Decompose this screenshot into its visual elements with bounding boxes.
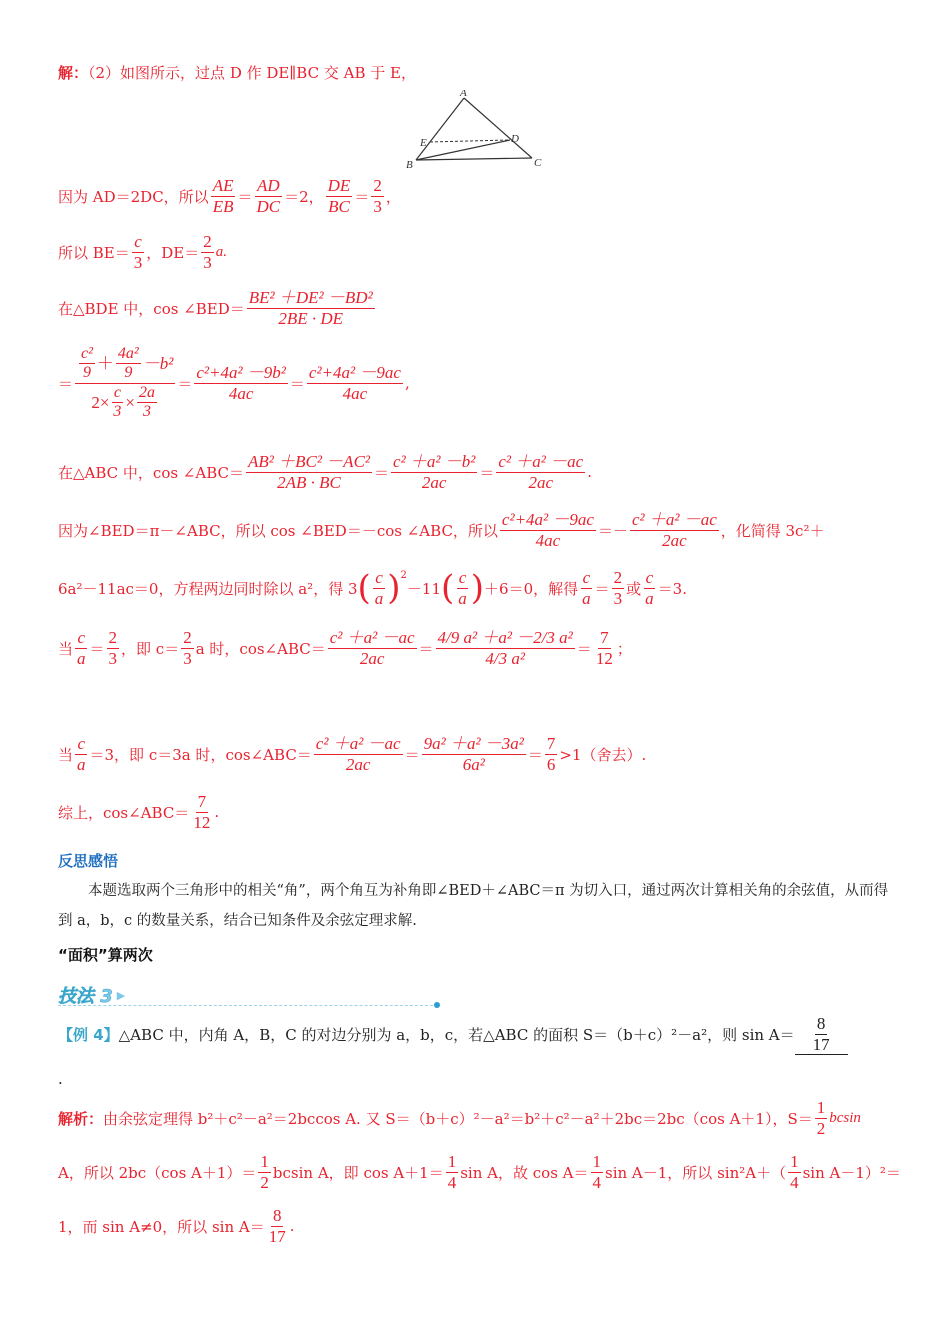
text: ＝	[404, 745, 420, 764]
chevron-right-icon: ▶	[116, 988, 126, 1002]
frac-num: AE	[212, 176, 234, 195]
solution-intro	[58, 66, 890, 81]
frac-den: DC	[256, 196, 281, 216]
text: ＝	[58, 374, 74, 393]
frac-den: 17	[812, 1034, 830, 1054]
text: 或	[626, 579, 642, 598]
frac-den: 2BE · DE	[278, 308, 344, 328]
frac-num: c²+4a² －9b²	[196, 363, 286, 383]
frac-num: c²+4a² －9ac	[308, 363, 401, 383]
text: .	[214, 803, 220, 822]
frac-den: 4	[447, 1172, 457, 1192]
solution-label: 解：	[58, 64, 89, 82]
text: ＝3，即 c＝3a 时，cos∠ABC＝	[89, 745, 312, 764]
text: －11	[406, 579, 442, 598]
example-tag: 【例 4】	[58, 1026, 119, 1045]
text: 2×	[91, 392, 110, 412]
triangle-figure	[400, 90, 550, 170]
frac-num: 7	[600, 628, 609, 647]
example-text: △ABC 中，内角 A，B，C 的对边分别为 a，b，c，若△ABC 的面积 S＝（b＋c）²－a²，则 sin A＝	[118, 1026, 795, 1045]
text: ＝	[479, 463, 495, 482]
text: a 时，cos∠ABC＝	[195, 639, 326, 658]
text: >1（舍去）.	[559, 745, 647, 764]
frac-num: c²+4a² －9ac	[501, 510, 594, 529]
solution-line-2	[58, 232, 227, 272]
text: ＝	[418, 639, 434, 658]
frac-den: 2ac	[359, 648, 385, 668]
frac-den: 12	[595, 648, 613, 668]
text: 综上，cos∠ABC＝	[58, 803, 190, 822]
frac-num: 1	[592, 1152, 601, 1171]
figure-label-e: E	[420, 137, 427, 149]
frac-num: c	[645, 568, 654, 587]
answer-blank	[795, 1014, 848, 1055]
frac-den: EB	[212, 196, 234, 216]
text: 当	[58, 639, 74, 658]
frac-den: 12	[193, 812, 211, 832]
frac-den: 3	[203, 252, 212, 272]
solution-line-4	[58, 345, 410, 422]
text: 6a²－11ac＝0，方程两边同时除以 a²，得 3	[58, 579, 358, 598]
frac-num: 2	[203, 232, 212, 251]
text: ＝－	[597, 521, 628, 540]
frac-num: c² ＋a² －ac	[631, 510, 717, 529]
frac-num: c² ＋a² －ac	[315, 734, 401, 753]
figure-label-c: C	[534, 157, 542, 169]
frac-num: 4/9 a² ＋a² －2/3 a²	[437, 628, 573, 647]
frac-num: c	[458, 568, 467, 587]
frac-num: 9a² ＋a² －3a²	[423, 734, 524, 753]
text: 在△ABC 中，cos ∠ABC＝	[58, 463, 244, 482]
frac-den: 3	[613, 588, 623, 608]
analysis-label: 解析：	[58, 1109, 104, 1128]
frac-num: 4a²	[116, 345, 141, 364]
frac-num: c	[77, 734, 86, 753]
text: 1，而 sin A≠0，所以 sin A＝	[58, 1217, 265, 1236]
frac-den: 2	[260, 1172, 269, 1192]
text: －b²	[142, 354, 174, 374]
frac-den: 3	[143, 403, 152, 421]
frac-num: 1	[260, 1152, 269, 1171]
frac-num: c	[582, 568, 591, 587]
text: ＝	[527, 745, 543, 764]
frac-num: 2	[613, 568, 623, 587]
frac-den: 3	[183, 648, 192, 668]
text: sin A，故 cos A＝	[460, 1163, 589, 1182]
frac-num: c	[134, 232, 142, 251]
frac-den: a	[374, 588, 384, 608]
frac-den: 3	[133, 252, 143, 272]
frac-den: 3	[108, 648, 118, 668]
text: .	[587, 463, 592, 482]
solution-line-10	[58, 792, 219, 832]
frac-den: 2ac	[421, 472, 447, 492]
solution-line-8	[58, 628, 632, 668]
frac-den: a	[77, 754, 86, 774]
text: ＝3.	[657, 579, 687, 598]
frac-den: a	[77, 648, 86, 668]
frac-num: 2	[183, 628, 192, 647]
frac-den: 17	[268, 1226, 286, 1246]
solution-line-6	[58, 510, 824, 550]
frac-num: c	[77, 628, 86, 647]
frac-den: a	[458, 588, 467, 608]
text: sin A－1，所以 sin²A＋（	[605, 1163, 787, 1182]
text: ，即 c＝	[121, 639, 180, 658]
text: ＝	[177, 374, 193, 393]
frac-den: BC	[328, 196, 350, 216]
frac-num: AB² ＋BC² －AC²	[248, 452, 371, 471]
reflection-heading: 反思感悟	[58, 852, 119, 870]
frac-den: 4ac	[228, 383, 254, 403]
frac-num: c	[375, 568, 383, 587]
frac-num: 1	[447, 1152, 457, 1171]
text: ＝	[594, 579, 610, 598]
frac-den: 2AB · BC	[277, 472, 341, 492]
frac-num: 7	[546, 734, 556, 753]
solution-line-3	[58, 288, 377, 328]
paren-close: )	[387, 568, 401, 609]
frac-den: 2ac	[345, 754, 371, 774]
frac-den: 4	[790, 1172, 799, 1192]
solution-line-1	[58, 176, 401, 216]
paren-open: (	[357, 568, 371, 609]
frac-num: 8	[816, 1014, 826, 1033]
example-trail: .	[58, 1070, 63, 1088]
solution-line-9	[58, 734, 646, 774]
frac-den: 3	[113, 403, 122, 421]
text: ＝2，	[284, 187, 324, 206]
text: ；	[616, 639, 632, 658]
frac-num: AD	[256, 176, 280, 195]
frac-den: 4/3 a²	[485, 648, 525, 668]
frac-den: 9	[124, 364, 133, 382]
figure-label-a: A	[460, 90, 467, 99]
text: ，	[385, 187, 401, 206]
text: sin A－1）²＝	[802, 1163, 901, 1182]
text: 因为∠BED＝π－∠ABC，所以 cos ∠BED＝－cos ∠ABC，所以	[58, 521, 498, 540]
text: ＝	[89, 639, 105, 658]
text: 2	[400, 570, 407, 581]
frac-num: 2	[108, 628, 118, 647]
text: ，化简得 3c²＋	[720, 521, 825, 540]
frac-den: a	[645, 588, 654, 608]
frac-den: 6	[546, 754, 556, 774]
text: .	[289, 1217, 295, 1236]
text: ＝	[374, 463, 390, 482]
frac-num: c² ＋a² －ac	[329, 628, 415, 647]
text: ＋	[96, 354, 114, 374]
text: ＝	[354, 187, 370, 206]
frac-num: c	[112, 384, 123, 403]
text: ，DE＝	[146, 243, 200, 262]
figure-label-d: D	[511, 133, 519, 145]
text: ＝	[576, 639, 592, 658]
text: 在△BDE 中，cos ∠BED＝	[58, 299, 245, 318]
reflection-text: 本题选取两个三角形中的相关“角”，两个角互为补角即∠BED＋∠ABC＝π 为切入口，通过两次计算相关角的余弦值，从而得到 a，b，c 的数量关系，结合已知条件及余弦定理求解.	[58, 883, 889, 929]
frac-num: c²	[79, 345, 95, 364]
badge-divider	[58, 1005, 438, 1006]
text: A，所以 2bc（cos A＋1）＝	[58, 1163, 257, 1182]
paren-open: (	[441, 568, 455, 609]
frac-den: 2ac	[662, 530, 687, 550]
analysis-line-1	[58, 1098, 861, 1138]
frac-den: 4ac	[342, 383, 368, 403]
section-heading: “面积”算两次	[58, 946, 153, 964]
frac-den: 2	[816, 1118, 826, 1138]
text: ＝	[289, 374, 305, 393]
text: bcsin	[829, 1109, 861, 1126]
text: ＝	[237, 187, 253, 206]
text: 由余弦定理得 b²＋c²－a²＝2bccos A. 又 S＝（b＋c）²－a²＝b²＋c²－a²＋2bc＝2bc（cos A＋1），S＝	[103, 1109, 813, 1128]
frac-num: 2	[373, 176, 382, 195]
analysis-line-3	[58, 1206, 295, 1246]
frac-den: 2ac	[528, 472, 554, 492]
frac-den: 4ac	[535, 530, 561, 550]
text: ×	[125, 392, 136, 412]
text: 所以 BE＝	[58, 243, 130, 262]
frac-num: 1	[790, 1152, 799, 1171]
paren-close: )	[470, 568, 485, 609]
frac-num: c² ＋a² －ac	[498, 452, 584, 471]
frac-den: 3	[373, 196, 382, 216]
frac-num: 8	[272, 1206, 282, 1225]
frac-num: BE² ＋DE² －BD²	[248, 288, 373, 307]
analysis-line-2	[58, 1152, 901, 1192]
frac-num: DE	[327, 176, 351, 195]
frac-den: 9	[82, 364, 91, 382]
text: ＋6＝0，解得	[484, 579, 579, 598]
frac-den: a	[582, 588, 591, 608]
frac-num: 7	[197, 792, 207, 811]
frac-den: 6a²	[462, 754, 485, 774]
solution-line-5	[58, 452, 592, 492]
text: 因为 AD＝2DC，所以	[58, 187, 209, 206]
frac-num: 2a	[137, 384, 157, 403]
badge-dot	[434, 1002, 440, 1008]
solution-line-7	[58, 568, 687, 608]
frac-num: c² ＋a² －b²	[393, 452, 476, 471]
example-4	[58, 1014, 848, 1055]
frac-num: 1	[816, 1098, 826, 1117]
text: bcsin A，即 cos A＋1＝	[272, 1163, 444, 1182]
badge-label: 技法 3	[58, 986, 113, 1007]
text: a.	[215, 243, 227, 260]
solution-intro-text: （2）如图所示，过点 D 作 DE∥BC 交 AB 于 E，	[88, 64, 416, 82]
frac-den: 4	[592, 1172, 601, 1192]
text: ,	[404, 374, 410, 393]
figure-label-b: B	[406, 159, 413, 170]
text: 当	[58, 745, 74, 764]
